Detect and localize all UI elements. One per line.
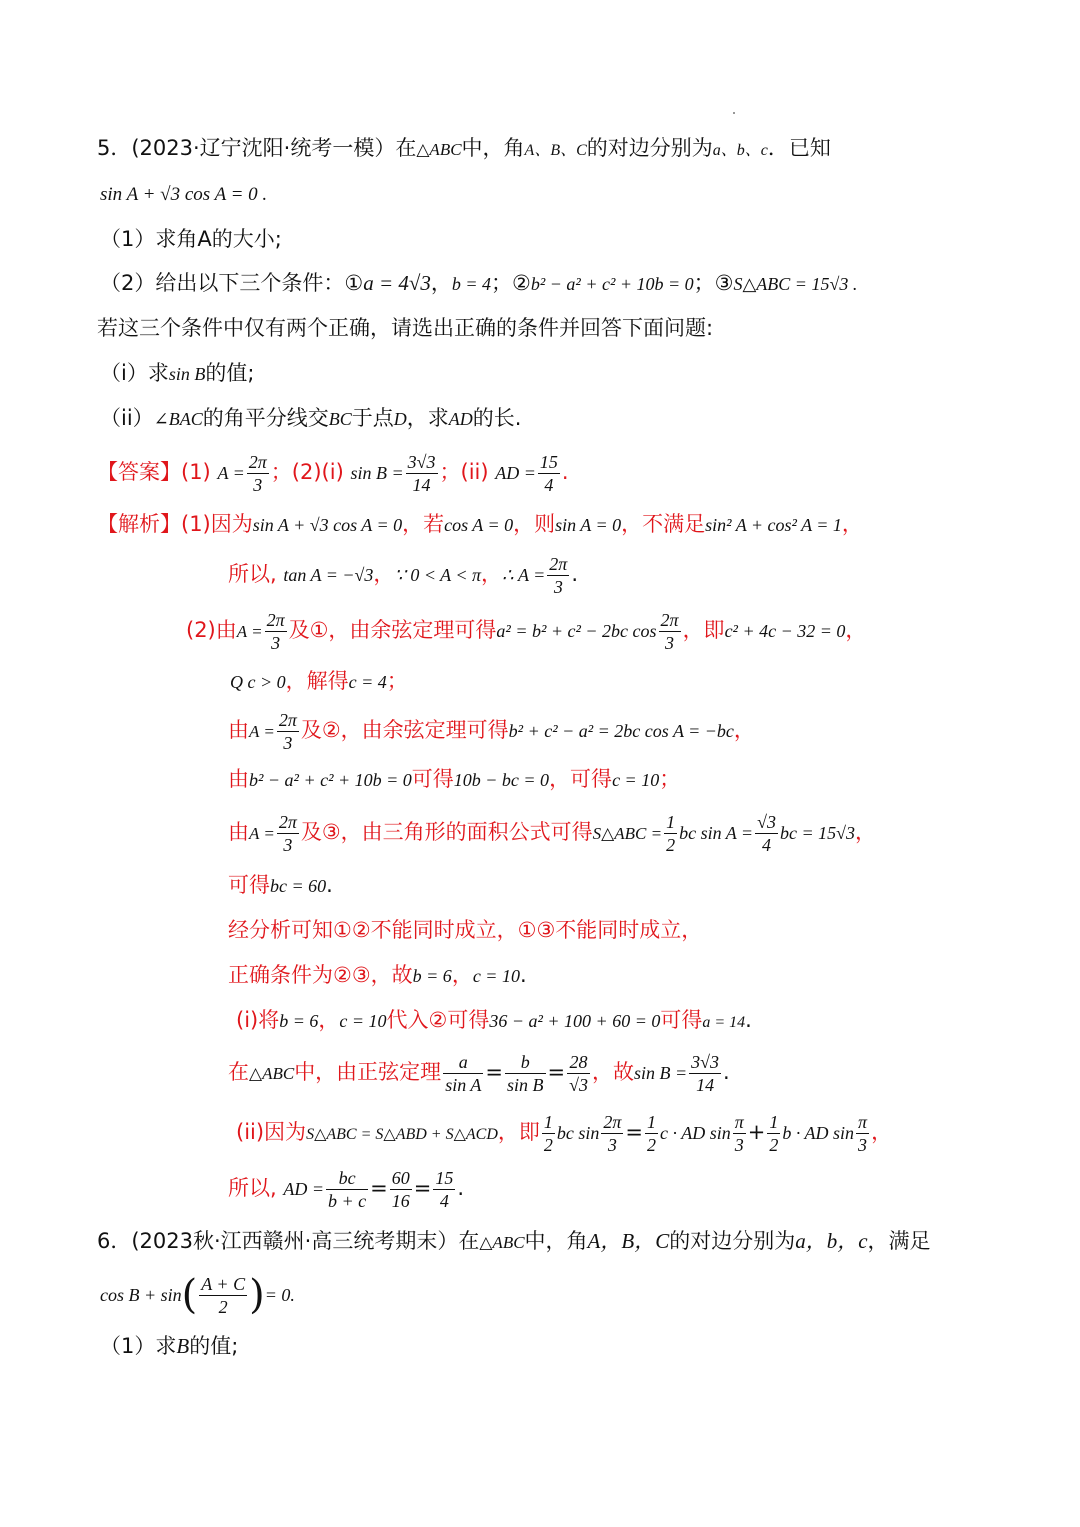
cond3: S△ABC = 15√3 . <box>733 274 858 294</box>
expr: bc = 60 <box>270 876 327 896</box>
frac <box>199 1273 247 1318</box>
expr: a² = b² + c² − 2bc cos <box>496 621 657 641</box>
num: 2π <box>549 553 568 574</box>
expr: b² − a² + c² + 10b = 0 <box>249 770 412 790</box>
expr: c · AD sin <box>660 1123 731 1143</box>
sep: ；③ <box>693 271 734 295</box>
period: . <box>457 1176 465 1200</box>
frac <box>406 451 438 496</box>
q5-part1: （1）求角A的大小; <box>100 227 282 251</box>
expr: cos A = 0 <box>444 515 514 535</box>
expr: c = 10 <box>339 1011 387 1031</box>
den: 16 <box>391 1190 410 1211</box>
txt: 在 <box>228 1060 249 1084</box>
expr: b = 6 <box>279 1011 319 1031</box>
txt: ，可得 <box>549 767 613 791</box>
angle-bac: ∠BAC <box>153 409 203 429</box>
num: 2π <box>660 609 679 630</box>
q5-text: 中，角 <box>461 136 525 160</box>
frac <box>247 451 269 496</box>
period: . <box>571 562 579 586</box>
angles: A，B，C <box>587 1229 670 1253</box>
frac <box>505 1051 546 1096</box>
txt: ， <box>733 718 755 742</box>
frac <box>733 1111 746 1156</box>
txt: ； <box>659 767 681 791</box>
q5-source: 5．(2023·辽宁沈阳·统考一模）在 <box>97 136 417 160</box>
num: 1 <box>769 1111 779 1132</box>
q6-part1-text: （1）求 <box>100 1334 177 1358</box>
q5-sub-ii <box>100 403 521 434</box>
den: sin B <box>506 1074 544 1095</box>
answer-sep: ；(2)(i) <box>270 460 344 484</box>
expr: bc = 15√3 <box>779 823 855 843</box>
expr: AD = <box>283 1179 325 1199</box>
num: 2π <box>278 709 297 730</box>
expr: A = <box>249 722 275 741</box>
txt: 及②，由余弦定理可得 <box>300 718 509 742</box>
txt: ，则 <box>513 512 556 536</box>
frac <box>390 1167 412 1212</box>
txt: ， <box>373 562 395 586</box>
den: 3 <box>553 576 563 597</box>
q5-part2 <box>100 268 857 299</box>
expr: tan A = −√3 <box>283 565 374 585</box>
den: 14 <box>696 1074 715 1095</box>
txt: ， <box>841 512 863 536</box>
sep: ；② <box>491 271 531 295</box>
sides: a，b，c <box>795 1229 868 1253</box>
den: 3 <box>607 1134 617 1155</box>
num: b <box>505 1051 546 1074</box>
txt: ； <box>386 669 408 693</box>
sol-line13: (ii)因为S△ABC = S△ABD + S△ACD，即 $\frac{1}{2}$ bc sin $\frac{2\pi}{3}$ = $\frac{1}{2}$ c · AD sin $\frac{\pi}{3}$ + $\frac{1}{2}$ b · AD sin $\frac{\pi}{3}$ ， <box>236 1111 893 1155</box>
sol-line1 <box>97 509 863 540</box>
txt: 及①，由余弦定理可得 <box>288 618 497 642</box>
angle-b: B <box>176 1334 190 1358</box>
txt: ， <box>481 562 503 586</box>
sol-line3 <box>186 608 866 654</box>
den: 4 <box>439 1190 449 1211</box>
txt: ， <box>845 618 867 642</box>
sol-line6 <box>228 764 680 795</box>
frac <box>433 1167 455 1212</box>
txt: 代入②可得 <box>386 1008 490 1032</box>
den: 3 <box>271 632 281 653</box>
expr: Q c > 0 <box>230 672 286 692</box>
sol-line14: 所以, AD = $\frac{bc}{b + c}$ = $\frac{60}{16}$ = $\frac{15}{4}$ . <box>228 1167 465 1211</box>
txt: 由 <box>228 718 249 742</box>
q6-condition: cos B + sin( $\frac{A + C}{2}$ )= 0. <box>100 1272 295 1318</box>
frac <box>542 1111 555 1156</box>
frac <box>689 1051 721 1096</box>
answer-sep: ；(ii) <box>439 460 489 484</box>
q6-line1 <box>97 1226 931 1258</box>
answer-sinb: sin B = <box>350 463 404 483</box>
expr: sin A = 0 <box>555 515 622 535</box>
txt: 可得 <box>660 1008 703 1032</box>
expr: S△ABC = <box>592 824 663 843</box>
txt: 由 <box>228 767 249 791</box>
txt: ，不满足 <box>621 512 706 536</box>
expr: cos B + sin <box>100 1285 182 1305</box>
den: 3 <box>283 834 293 855</box>
den: 3 <box>283 732 293 753</box>
num: A + C <box>201 1273 246 1294</box>
sol-line10 <box>228 960 527 991</box>
period: . <box>326 873 333 897</box>
txt: ，即 <box>682 618 725 642</box>
cond2: b² − a² + c² + 10b = 0 <box>530 274 694 294</box>
frac <box>538 451 560 496</box>
triangle-abc: △ABC <box>416 140 462 159</box>
answer-a: A = <box>217 463 245 483</box>
sub-i-text: （i）求 <box>100 361 169 385</box>
txt: 及③，由三角形的面积公式可得 <box>300 820 593 844</box>
den: 2 <box>543 1134 553 1155</box>
sep: ， <box>430 271 452 295</box>
den: 2 <box>647 1134 657 1155</box>
q5-text: 的对边分别为 <box>586 136 713 160</box>
expr: 10b − bc = 0 <box>453 770 550 790</box>
expr: △ABC <box>249 1064 295 1083</box>
sub-ii-text: （ii） <box>100 406 154 430</box>
expr: bc sin A = <box>679 823 754 843</box>
txt: (i)将 <box>236 1008 280 1032</box>
frac <box>326 1167 368 1212</box>
frac <box>664 811 677 856</box>
den: 3 <box>253 474 263 495</box>
frac <box>659 609 681 654</box>
frac <box>277 709 299 754</box>
q5-line1 <box>97 133 831 166</box>
q6-text: ，满足 <box>867 1229 931 1253</box>
expr: sin² A + cos² A = 1 <box>705 515 842 535</box>
cond1-b: b = 4 <box>451 274 492 294</box>
q6-text: 的对边分别为 <box>669 1229 796 1253</box>
expr: A = <box>236 622 263 641</box>
angles: A、B、C <box>524 142 587 159</box>
expr: sin B = <box>634 1063 688 1083</box>
num: 2π <box>603 1111 622 1132</box>
expr: c = 10 <box>472 966 520 986</box>
frac <box>547 553 569 598</box>
expr: c² + 4c − 32 = 0 <box>724 621 846 641</box>
sub-ii-text: 的长. <box>472 406 522 430</box>
txt: 由 <box>228 820 249 844</box>
point-d: D <box>393 409 407 429</box>
sub-ii-text: 于点 <box>351 406 394 430</box>
txt: (ii)因为 <box>236 1120 307 1144</box>
expr: sin A + √3 cos A = 0 <box>252 515 403 535</box>
sol-line11 <box>236 1005 752 1038</box>
expr: b² + c² − a² = 2bc cos A = −bc <box>508 721 734 741</box>
period: . <box>561 460 569 484</box>
txt: 正确条件为②③，故 <box>228 963 413 987</box>
num: 2π <box>278 811 297 832</box>
answer-tag: 【答案】(1) <box>97 460 211 484</box>
triangle-abc: △ABC <box>479 1233 525 1252</box>
txt: ， <box>871 1120 893 1144</box>
expr: ∴ A = <box>502 565 546 585</box>
frac <box>767 1111 780 1156</box>
num: a <box>443 1051 483 1074</box>
sol-line12: 在△ABC中，由正弦定理 $\frac{a}{\text{sin A}}$ = $\frac{b}{\text{sin B}}$ = $\frac{28}{√3}$ ，故sin B = $\frac{3√3}{14}$ . <box>228 1051 730 1095</box>
frac <box>277 811 299 856</box>
num: 28 <box>567 1051 590 1074</box>
txt: 所以, <box>228 562 277 586</box>
period: . <box>745 1008 752 1032</box>
sol-line5 <box>228 708 755 754</box>
num: bc <box>326 1167 368 1190</box>
den: 4 <box>544 474 554 495</box>
expr: b = 6 <box>412 966 452 986</box>
sub-ii-text: 的角平分线交 <box>202 406 329 430</box>
expr: b · AD sin <box>782 1123 855 1143</box>
den: 3 <box>665 632 675 653</box>
num: 60 <box>391 1167 410 1188</box>
txt: ，故 <box>592 1060 634 1084</box>
num: π <box>734 1111 744 1132</box>
segment-ad: AD <box>448 409 473 429</box>
den: √3 <box>569 1074 588 1095</box>
den: 4 <box>762 834 772 855</box>
expr: ∵ 0 < A < π <box>394 565 482 585</box>
txt: ， <box>854 820 876 844</box>
num: 3√3 <box>691 1051 720 1072</box>
txt: ， <box>318 1008 340 1032</box>
period: . <box>723 1060 730 1084</box>
sol-line7 <box>228 810 876 856</box>
expr: A = <box>249 824 275 843</box>
txt: 可得 <box>411 767 454 791</box>
frac <box>856 1111 869 1156</box>
cond1-a: a = 4√3 <box>363 271 431 295</box>
sol-line9: 经分析可知①②不能同时成立，①③不能同时成立， <box>228 918 703 942</box>
num: 1 <box>543 1111 553 1132</box>
num: 2π <box>266 609 285 630</box>
period: . <box>519 963 527 987</box>
q6-text: 中，角 <box>524 1229 588 1253</box>
den: sin A <box>445 1074 482 1095</box>
expr: c = 10 <box>612 770 660 790</box>
txt: ， <box>451 963 473 987</box>
sub-ii-text: ，求 <box>406 406 449 430</box>
frac <box>265 609 287 654</box>
sinB: sin B <box>168 364 206 384</box>
num: 15 <box>539 451 558 472</box>
den: 3 <box>734 1134 744 1155</box>
sol-line2 <box>228 552 578 598</box>
txt: (2)由 <box>186 618 237 642</box>
den: b + c <box>328 1190 367 1211</box>
num: 3√3 <box>407 451 436 472</box>
expr: bc sin <box>556 1123 600 1143</box>
q5-text: ．已知 <box>767 136 831 160</box>
q5-condition: sin A + √3 cos A = 0 . <box>100 184 268 205</box>
frac <box>567 1051 590 1096</box>
txt: ，解得 <box>285 669 349 693</box>
sol-line4 <box>230 666 408 697</box>
frac <box>601 1111 623 1156</box>
den: 2 <box>769 1134 779 1155</box>
frac <box>443 1051 483 1096</box>
expr: a = 14 <box>702 1014 746 1031</box>
num: π <box>858 1111 868 1132</box>
frac <box>755 811 778 856</box>
answer-line <box>97 450 569 496</box>
q6-part1-text: 的值; <box>189 1334 239 1358</box>
stray-dot <box>733 112 735 114</box>
q5-sub-i <box>100 358 254 389</box>
den: 3 <box>858 1134 868 1155</box>
q6-part1 <box>100 1331 238 1361</box>
expr: c = 4 <box>348 672 387 692</box>
sol-line8 <box>228 870 333 901</box>
expr: = 0. <box>264 1285 295 1305</box>
txt: ，若 <box>402 512 445 536</box>
num: 1 <box>666 811 676 832</box>
txt: ，即 <box>497 1120 540 1144</box>
sub-i-text: 的值; <box>205 361 255 385</box>
num: 2π <box>248 451 267 472</box>
q5-part2-text: （2）给出以下三个条件：① <box>100 271 364 295</box>
answer-ad: AD = <box>495 463 536 483</box>
expr: S△ABC = S△ABD + S△ACD <box>306 1126 498 1143</box>
txt: 可得 <box>228 873 270 897</box>
q5-instruction: 若这三个条件中仅有两个正确，请选出正确的条件并回答下面问题: <box>97 316 714 340</box>
den: 2 <box>666 834 676 855</box>
den: 2 <box>218 1296 228 1317</box>
num: 1 <box>647 1111 657 1132</box>
frac <box>645 1111 658 1156</box>
txt: 中，由正弦定理 <box>294 1060 442 1084</box>
sides: a、b、c <box>712 142 768 159</box>
segment-bc: BC <box>328 409 352 429</box>
expr: 36 − a² + 100 + 60 = 0 <box>489 1011 661 1031</box>
solution-tag: 【解析】(1)因为 <box>97 512 253 536</box>
txt: 所以, <box>228 1176 277 1200</box>
num: √3 <box>757 811 776 832</box>
q6-source: 6．(2023秋·江西赣州·高三统考期末）在 <box>97 1229 480 1253</box>
den: 14 <box>412 474 431 495</box>
num: 15 <box>435 1167 454 1188</box>
